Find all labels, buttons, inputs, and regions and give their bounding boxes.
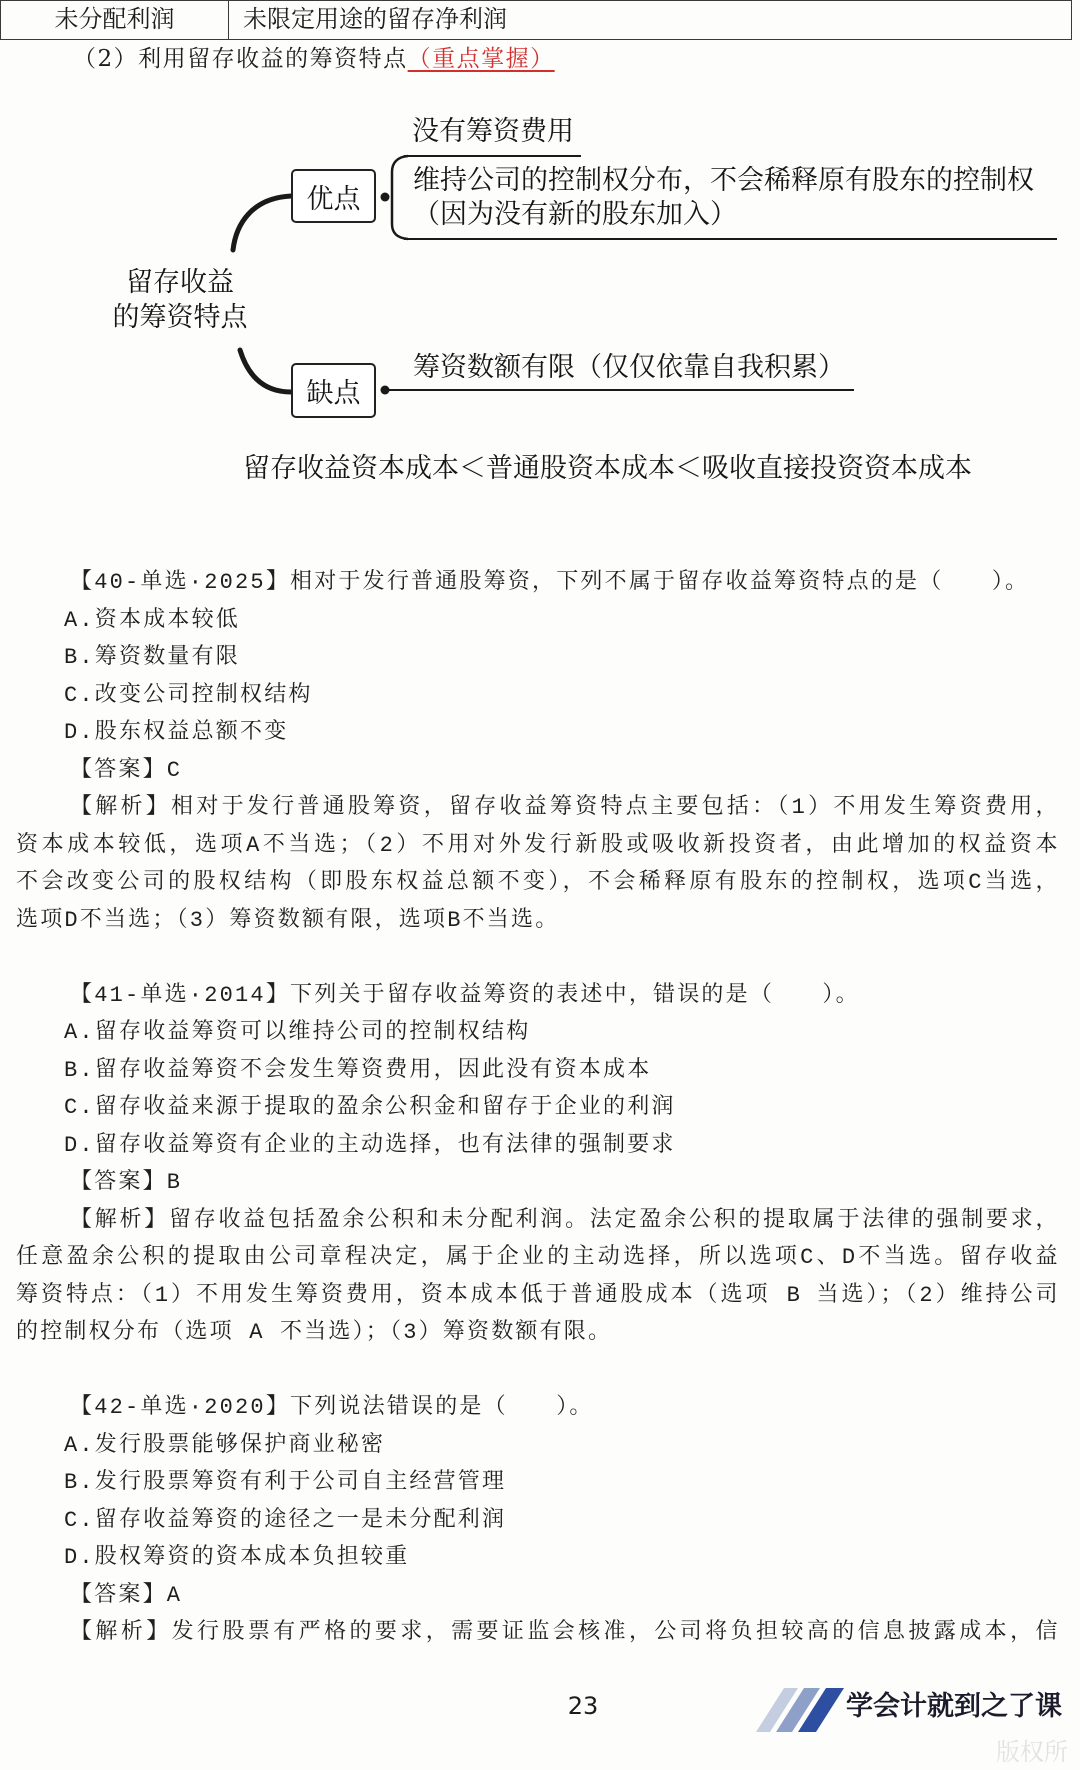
root-line-2: 的筹资特点 xyxy=(112,302,248,333)
advantages-dot xyxy=(381,193,390,202)
option-a: A.留存收益筹资可以维持公司的控制权结构 xyxy=(64,1020,531,1045)
option-a: A.发行股票能够保护商业秘密 xyxy=(64,1432,386,1458)
root-line-1: 留存收益 xyxy=(126,267,234,298)
analysis-line: 筹资特点：（1）不用发生筹资费用，资本成本低于普通股成本（选项 B 当选）；（2）维持公司 xyxy=(16,1282,1058,1308)
table-cell-left: 未分配利润 xyxy=(1,1,229,39)
disadvantages-label: 缺点 xyxy=(306,378,361,409)
analysis-line: 选项D不当选；（3）筹资数额有限，选项B不当选。 xyxy=(16,907,560,933)
advantages-label: 优点 xyxy=(306,183,361,215)
analysis-line: 任意盈余公积的提取由公司章程决定，属于企业的主动选择，所以选项C、D不当选。留存收益 xyxy=(16,1245,1058,1270)
cost-comparison: 留存收益资本成本＜普通股资本成本＜吸收直接投资资本成本 xyxy=(243,453,972,484)
question-stem: 【41-单选·2014】下列关于留存收益筹资的表述中，错误的是（ ）。 xyxy=(70,982,860,1008)
spacer xyxy=(16,1352,1058,1390)
option-b: B.发行股票筹资有利于公司自主经营管理 xyxy=(64,1470,507,1495)
option-d: D.股权筹资的资本成本负担较重 xyxy=(64,1545,410,1570)
root-to-advantages-curve xyxy=(233,196,291,250)
answer: 【答案】B xyxy=(70,1170,183,1195)
advantage-item-no-fee: 没有筹资费用 xyxy=(412,116,574,147)
question-stem: 【40-单选·2025】相对于发行普通股筹资，下列不属于留存收益筹资特点的是（ ）。 xyxy=(70,570,1030,595)
logo-text: 学会计就到之了课 xyxy=(846,1691,1062,1722)
option-d: D.留存收益筹资有企业的主动选择，也有法律的强制要求 xyxy=(64,1132,676,1158)
option-c: C.留存收益筹资的途径之一是未分配利润 xyxy=(64,1507,507,1533)
analysis-line: 【解析】发行股票有严格的要求，需要证监会核准，公司将负担较高的信息披露成本，信 xyxy=(70,1620,1058,1645)
advantages-box xyxy=(291,169,376,223)
analysis-line: 资本成本较低，选项A不当选；（2）不用对外发行新股或吸收新投资者，由此增加的权益资本 xyxy=(16,832,1058,858)
analysis-line: 的控制权分布（选项 A 不当选）；（3）筹资数额有限。 xyxy=(16,1320,613,1345)
mindmap-connectors xyxy=(0,0,1080,520)
analysis-line: 不会改变公司的股权结构（即股东权益总额不变），不会稀释原有股东的控制权，选项C当选， xyxy=(16,870,1058,895)
question-41 xyxy=(16,977,1058,1352)
disadvantage-item-limited: 筹资数额有限（仅仅依靠自我积累） xyxy=(413,352,845,383)
question-40 xyxy=(16,564,1058,939)
question-42 xyxy=(16,1389,1058,1652)
subtitle-emphasis: （重点掌握） xyxy=(407,46,555,72)
advantage-item-control-line-1: 维持公司的控制权分布，不会稀释原有股东的控制权 xyxy=(413,165,1034,196)
question-list xyxy=(16,564,1058,1652)
disadvantages-box xyxy=(291,363,376,418)
analysis-line: 【解析】留存收益包括盈余公积和未分配利润。法定盈余公积的提取属于法律的强制要求， xyxy=(70,1207,1058,1233)
mindmap-root xyxy=(100,265,260,335)
option-b: B.筹资数量有限 xyxy=(64,645,241,670)
root-to-disadvantages-curve xyxy=(240,350,291,392)
advantage-item-control-line-2: （因为没有新的股东加入） xyxy=(413,199,737,230)
table-cell-right: 未限定用途的留存净利润 xyxy=(243,5,507,33)
page-number: 23 xyxy=(567,1692,599,1720)
logo-stripes-icon xyxy=(748,1684,848,1736)
answer: 【答案】A xyxy=(70,1582,183,1608)
question-stem: 【42-单选·2020】下列说法错误的是（ ）。 xyxy=(70,1395,594,1420)
watermark: 版权所 xyxy=(996,1738,1068,1766)
option-c: C.改变公司控制权结构 xyxy=(64,682,313,708)
option-a: A.资本成本较低 xyxy=(64,607,241,633)
option-c: C.留存收益来源于提取的盈余公积金和留存于企业的利润 xyxy=(64,1095,676,1120)
option-d: D.股东权益总额不变 xyxy=(64,720,289,745)
subtitle-text: （2）利用留存收益的筹资特点 xyxy=(73,46,408,72)
advantages-bracket xyxy=(392,156,408,239)
analysis-line: 【解析】相对于发行普通股筹资，留存收益筹资特点主要包括：（1）不用发生筹资费用， xyxy=(70,795,1058,820)
option-b: B.留存收益筹资不会发生筹资费用，因此没有资本成本 xyxy=(64,1057,652,1083)
spacer xyxy=(16,939,1058,977)
answer: 【答案】C xyxy=(70,757,183,783)
